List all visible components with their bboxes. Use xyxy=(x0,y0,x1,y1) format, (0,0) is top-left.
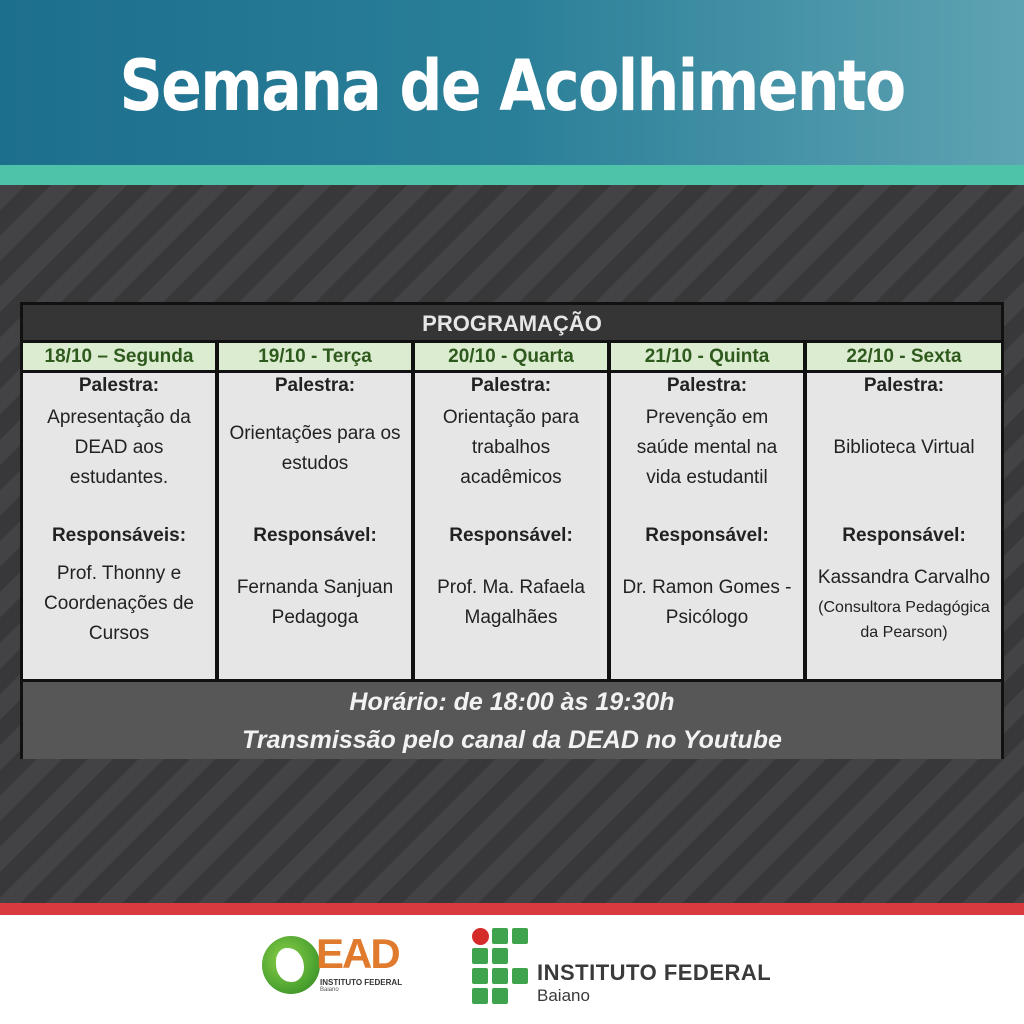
talk-line: Prevenção em xyxy=(645,407,769,428)
day-header-friday: 22/10 - Sexta xyxy=(807,343,1001,370)
talk-line: Orientação para xyxy=(442,407,580,428)
talk-label: Palestra: xyxy=(274,375,356,396)
day-header-tuesday: 19/10 - Terça xyxy=(219,343,411,370)
table-title: PROGRAMAÇÃO xyxy=(23,305,1001,340)
day-header-thursday: 21/10 - Quinta xyxy=(611,343,803,370)
schedule-time: Horário: de 18:00 às 19:30h xyxy=(349,688,675,716)
page-title: Semana de Acolhimento xyxy=(119,45,905,127)
teal-divider xyxy=(0,165,1024,185)
if-square xyxy=(512,928,528,944)
if-red-dot xyxy=(472,928,489,945)
if-logo-title: INSTITUTO FEDERAL xyxy=(537,960,772,985)
talk-line: vida estudantil xyxy=(646,467,768,488)
responsible-line: Dr. Ramon Gomes - xyxy=(622,577,792,598)
talk-line: DEAD aos xyxy=(74,437,164,458)
stream-info: Transmissão pelo canal da DEAD no Youtube xyxy=(242,726,782,754)
if-square xyxy=(492,988,508,1004)
if-logo-grid-icon xyxy=(472,928,528,1004)
if-logo-sub: Baiano xyxy=(537,986,590,1005)
talk-line: Orientações para os xyxy=(229,423,401,444)
responsible-line: Pedagoga xyxy=(271,607,359,628)
schedule-table xyxy=(20,302,1004,759)
responsible-label: Responsável: xyxy=(842,525,966,546)
responsible-line: Psicólogo xyxy=(665,607,749,628)
if-square xyxy=(512,968,528,984)
schedule-info xyxy=(23,682,1001,759)
day-header-wednesday: 20/10 - Quarta xyxy=(415,343,607,370)
responsible-note: (Consultora Pedagógica xyxy=(818,599,990,616)
if-square xyxy=(492,928,508,944)
day-cell-tuesday xyxy=(219,373,411,679)
ead-logo-text: EAD xyxy=(316,930,399,977)
header-banner xyxy=(0,0,1024,165)
responsible-line: Prof. Thonny e xyxy=(56,563,182,584)
responsible-line: Kassandra Carvalho xyxy=(817,567,991,588)
responsible-label: Responsável: xyxy=(645,525,769,546)
responsible-line: Fernanda Sanjuan xyxy=(236,577,394,598)
if-square xyxy=(472,988,488,1004)
red-divider xyxy=(0,903,1024,915)
talk-line: acadêmicos xyxy=(460,467,562,488)
if-square xyxy=(492,948,508,964)
if-square xyxy=(472,968,488,984)
talk-label: Palestra: xyxy=(470,375,552,396)
ead-logo xyxy=(262,930,403,996)
talk-label: Palestra: xyxy=(863,375,945,396)
responsible-line: Coordenações de xyxy=(44,593,194,614)
talk-line: Biblioteca Virtual xyxy=(833,437,975,458)
talk-line: trabalhos xyxy=(471,437,551,458)
responsible-note: da Pearson) xyxy=(860,624,948,641)
talk-label: Palestra: xyxy=(78,375,160,396)
talk-label: Palestra: xyxy=(666,375,748,396)
responsible-line: Cursos xyxy=(88,623,150,644)
ead-logo-sub2: Baiano xyxy=(320,987,339,993)
responsible-label: Responsável: xyxy=(449,525,573,546)
day-cell-thursday xyxy=(611,373,803,679)
day-cell-monday xyxy=(23,373,215,679)
responsible-label: Responsáveis: xyxy=(51,525,187,546)
if-square xyxy=(472,948,488,964)
day-header-monday: 18/10 – Segunda xyxy=(23,343,215,370)
ead-logo-sub: INSTITUTO FEDERAL xyxy=(320,978,403,987)
responsible-line: Magalhães xyxy=(464,607,558,628)
day-cell-friday xyxy=(807,373,1001,679)
responsible-label: Responsável: xyxy=(253,525,377,546)
talk-line: estudos xyxy=(281,453,349,474)
talk-line: estudantes. xyxy=(69,467,169,488)
day-cell-wednesday xyxy=(415,373,607,679)
if-square xyxy=(492,968,508,984)
talk-line: Apresentação da xyxy=(47,407,191,428)
talk-line: saúde mental na xyxy=(636,437,778,458)
responsible-line: Prof. Ma. Rafaela xyxy=(437,577,585,598)
